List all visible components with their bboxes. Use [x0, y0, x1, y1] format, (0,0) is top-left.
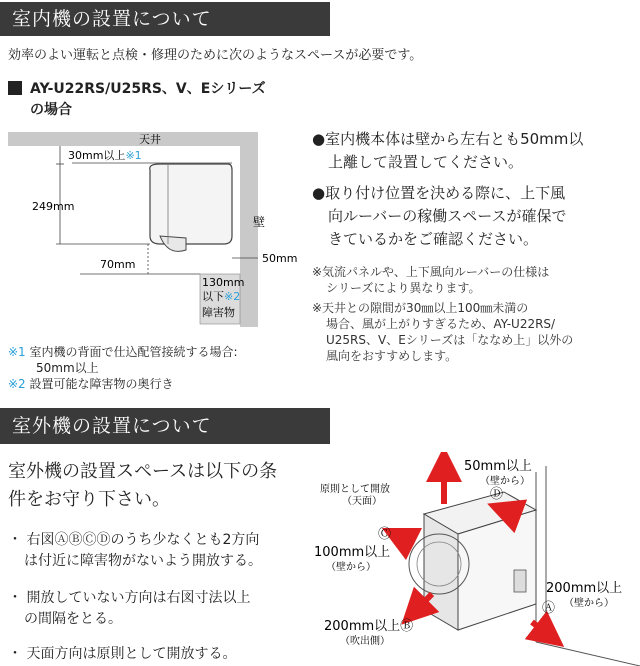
bottom-clearance-label: 70mm: [100, 258, 136, 271]
d-mark: Ⓓ: [490, 487, 504, 502]
wall-label: 壁: [253, 215, 266, 229]
footnote-1: ※1 室内機の背面で仕込配管接続する場合: 50mm以上: [8, 345, 238, 375]
a-sub: （壁から）: [564, 598, 614, 609]
ceiling-label: 天井: [139, 133, 161, 146]
obstacle-distance-label: 130mm: [202, 276, 245, 289]
c-sub: （壁から）: [326, 562, 376, 573]
wall-band: [240, 132, 258, 327]
outdoor-lead: 室外機の設置スペースは以下の条 件をお守り下さい。: [8, 461, 278, 510]
top-note-2: （天面）: [342, 496, 382, 507]
d-sub: （壁から）: [480, 476, 530, 487]
indoor-bullet-1: ●室内機本体は壁から左右とも50mm以 上離して設置してください。: [312, 130, 584, 171]
ceiling-band: [8, 132, 258, 146]
indoor-unit-diagram: [0, 126, 300, 331]
a-value: 200mm以上: [546, 581, 623, 596]
d-value: 50mm以上: [464, 459, 532, 474]
obstacle-limit-label: 以下※2: [202, 290, 241, 303]
obstacle-label: 障害物: [202, 306, 235, 319]
indoor-bullet-2: ●取り付け位置を決める際に、上下風 向ルーバーの稼働スペースが確保で きているかをご確認ください。: [312, 184, 567, 248]
b-value: 200mm以上Ⓑ: [324, 619, 414, 634]
outdoor-bullet-3: ・ 天面方向は原則として開放する。: [8, 646, 237, 662]
unit-side-face: [424, 514, 458, 630]
top-clearance-label: 30mm以上※1: [68, 149, 142, 162]
floor-line: [536, 642, 640, 666]
model-line-2: の場合: [30, 102, 72, 118]
a-mark: Ⓐ: [542, 601, 556, 616]
footnote-2: ※2 設置可能な障害物の奥行き: [8, 377, 174, 391]
indoor-lead-text: 効率のよい運転と点検・修理のために次のようなスペースが必要です。: [8, 48, 423, 63]
top-note-1: 原則として開放: [320, 484, 390, 495]
louver-shape: [160, 236, 186, 251]
indoor-unit-body: [150, 164, 232, 244]
c-value: 100mm以上: [314, 545, 391, 560]
outdoor-unit-diagram: [314, 452, 640, 666]
height-label: 249mm: [32, 200, 75, 213]
arrow-a-icon: [532, 622, 550, 636]
indoor-section-title: 室内機の設置について: [0, 2, 330, 36]
outdoor-section-title: 室外機の設置について: [0, 408, 330, 444]
indoor-note-1: ※気流パネルや、上下風向ルーバーの仕様は シリーズにより異なります。: [312, 265, 550, 295]
arrow-c-icon: [398, 536, 414, 544]
c-mark: Ⓒ: [378, 527, 392, 542]
side-clearance-label: 50mm: [262, 252, 298, 265]
indoor-note-2: ※天井との隙間が30㎜以上100㎜未満の 場合、風が上がりすぎるため、AY-U22RS/ U25RS、V、Eシリーズは「ななめ上」以外の 風向をおすすめします。: [312, 301, 574, 363]
model-heading: [8, 78, 266, 98]
model-line-1: AY-U22RS/U25RS、V、Eシリーズ: [30, 81, 266, 97]
valve-cover: [514, 570, 526, 592]
outdoor-bullet-2: ・ 開放していない方向は右図寸法以上 の間隔をとる。: [8, 590, 251, 627]
square-bullet-icon: [8, 81, 22, 95]
b-sub: （吹出側）: [340, 636, 390, 647]
outdoor-bullet-1: ・ 右図ⒶⒷⒸⒹのうち少なくとも2方向 は付近に障害物がないよう開放する。: [8, 532, 262, 569]
